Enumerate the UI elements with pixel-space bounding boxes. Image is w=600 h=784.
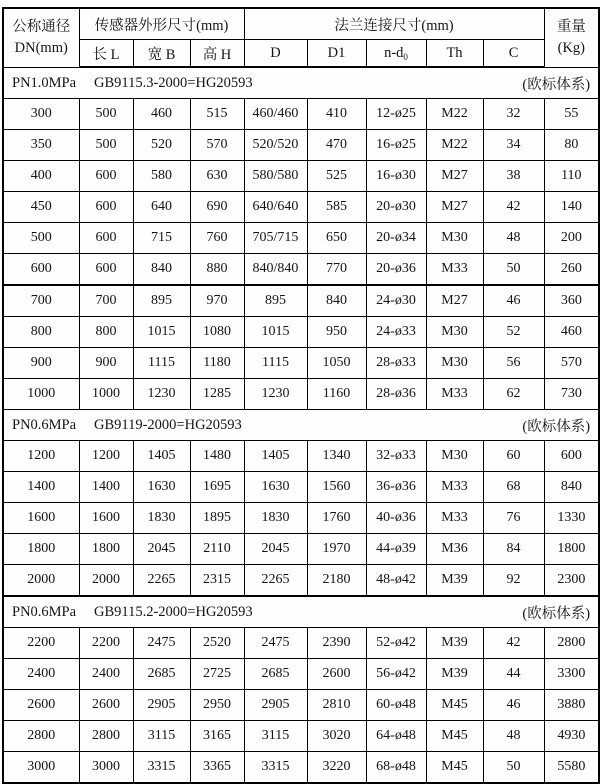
table-cell: 1330 — [544, 503, 599, 534]
table-cell: 705/715 — [244, 223, 307, 254]
column-header-width: 宽 B — [133, 40, 190, 68]
table-cell: M30 — [426, 223, 483, 254]
table-cell: 46 — [483, 690, 544, 721]
table-cell: 1230 — [244, 379, 307, 410]
table-cell: 2725 — [190, 659, 244, 690]
table-cell: 2685 — [133, 659, 190, 690]
table-cell: 3165 — [190, 721, 244, 752]
table-cell: 2800 — [79, 721, 133, 752]
table-cell: 1400 — [3, 472, 79, 503]
table-cell: 16-ø25 — [366, 130, 426, 161]
dimension-table — [2, 7, 600, 784]
column-header-th: Th — [426, 40, 483, 68]
table-cell: 895 — [244, 285, 307, 317]
table-cell: 3000 — [79, 752, 133, 784]
table-cell: 580 — [133, 161, 190, 192]
table-cell: 1970 — [307, 534, 366, 565]
table-cell: 1600 — [3, 503, 79, 534]
table-cell: 515 — [190, 99, 244, 130]
table-row — [3, 348, 599, 379]
table-cell: 2950 — [190, 690, 244, 721]
table-cell: 84 — [483, 534, 544, 565]
table-cell: 2685 — [244, 659, 307, 690]
table-cell: 1800 — [79, 534, 133, 565]
table-cell: 640 — [133, 192, 190, 223]
table-cell: M45 — [426, 690, 483, 721]
table-cell: 500 — [79, 99, 133, 130]
table-cell: 2300 — [544, 565, 599, 597]
table-cell: 55 — [544, 99, 599, 130]
table-cell: 600 — [79, 192, 133, 223]
table-cell: 2045 — [133, 534, 190, 565]
table-cell: 690 — [190, 192, 244, 223]
table-row — [3, 721, 599, 752]
table-cell: 24-ø33 — [366, 317, 426, 348]
table-cell: 2400 — [3, 659, 79, 690]
table-cell: 42 — [483, 192, 544, 223]
table-cell: 28-ø36 — [366, 379, 426, 410]
table-cell: 36-ø36 — [366, 472, 426, 503]
table-cell: 62 — [483, 379, 544, 410]
table-cell: M27 — [426, 161, 483, 192]
table-cell: 840 — [544, 472, 599, 503]
table-cell: 1115 — [244, 348, 307, 379]
table-cell: 200 — [544, 223, 599, 254]
table-cell: 24-ø30 — [366, 285, 426, 317]
table-cell: M33 — [426, 472, 483, 503]
table-cell: 840/840 — [244, 254, 307, 286]
table-cell: 900 — [79, 348, 133, 379]
table-cell: 525 — [307, 161, 366, 192]
table-cell: 2390 — [307, 628, 366, 659]
table-cell: M39 — [426, 565, 483, 597]
table-cell: 600 — [544, 441, 599, 472]
table-cell: 48 — [483, 721, 544, 752]
table-cell: 3220 — [307, 752, 366, 784]
column-header-weight — [544, 8, 599, 67]
table-cell: M27 — [426, 285, 483, 317]
table-cell: 64-ø48 — [366, 721, 426, 752]
table-cell: 44-ø39 — [366, 534, 426, 565]
table-cell: 2520 — [190, 628, 244, 659]
table-cell: 1760 — [307, 503, 366, 534]
table-cell: 2000 — [3, 565, 79, 597]
table-cell: 460 — [133, 99, 190, 130]
table-cell: 2905 — [244, 690, 307, 721]
table-row — [3, 130, 599, 161]
table-cell: 800 — [3, 317, 79, 348]
standard-system-note: (欧标体系) — [522, 605, 591, 622]
table-cell: M33 — [426, 254, 483, 286]
table-row — [3, 659, 599, 690]
table-cell: 880 — [190, 254, 244, 286]
table-cell: 900 — [3, 348, 79, 379]
column-header-length: 长 L — [79, 40, 133, 68]
table-cell: 1600 — [79, 503, 133, 534]
table-cell: 68-ø48 — [366, 752, 426, 784]
table-row — [3, 379, 599, 410]
table-cell: 3020 — [307, 721, 366, 752]
table-cell: 110 — [544, 161, 599, 192]
pressure-rating-label: PN0.6MPa — [12, 416, 77, 433]
table-cell: 800 — [79, 317, 133, 348]
standard-code-label: GB9119-2000=HG20593 — [94, 416, 242, 433]
table-cell: 1400 — [79, 472, 133, 503]
table-cell: 50 — [483, 752, 544, 784]
table-cell: M30 — [426, 317, 483, 348]
table-cell: 470 — [307, 130, 366, 161]
table-cell: 840 — [133, 254, 190, 286]
table-cell: 360 — [544, 285, 599, 317]
table-cell: 1695 — [190, 472, 244, 503]
table-cell: M27 — [426, 192, 483, 223]
table-row — [3, 254, 599, 286]
table-cell: 1340 — [307, 441, 366, 472]
table-cell: M30 — [426, 441, 483, 472]
column-header-d1: D1 — [307, 40, 366, 68]
table-cell: 700 — [3, 285, 79, 317]
table-row — [3, 565, 599, 597]
table-row — [3, 317, 599, 348]
table-cell: 2000 — [79, 565, 133, 597]
table-body — [3, 67, 599, 783]
table-cell: 2810 — [307, 690, 366, 721]
table-cell: 570 — [190, 130, 244, 161]
table-cell: 2475 — [244, 628, 307, 659]
table-cell: 520/520 — [244, 130, 307, 161]
table-cell: 12-ø25 — [366, 99, 426, 130]
header-row-groups — [3, 8, 599, 40]
table-row — [3, 192, 599, 223]
table-cell: 2180 — [307, 565, 366, 597]
table-cell: 770 — [307, 254, 366, 286]
table-cell: 4930 — [544, 721, 599, 752]
table-cell: 1405 — [244, 441, 307, 472]
table-cell: 52-ø42 — [366, 628, 426, 659]
table-row — [3, 223, 599, 254]
table-cell: 80 — [544, 130, 599, 161]
table-cell: 410 — [307, 99, 366, 130]
table-cell: 400 — [3, 161, 79, 192]
table-cell: M45 — [426, 752, 483, 784]
table-cell: 2200 — [79, 628, 133, 659]
table-cell: 56-ø42 — [366, 659, 426, 690]
table-cell: 1405 — [133, 441, 190, 472]
table-cell: 350 — [3, 130, 79, 161]
section-header-cell — [3, 596, 599, 628]
table-row — [3, 472, 599, 503]
table-cell: 2475 — [133, 628, 190, 659]
table-cell: 20-ø36 — [366, 254, 426, 286]
table-cell: 38 — [483, 161, 544, 192]
standard-code-label: GB9115.2-2000=HG20593 — [94, 603, 253, 620]
column-header-nd0: $n-d_0$ — [366, 40, 426, 68]
table-cell: 650 — [307, 223, 366, 254]
table-cell: 1800 — [3, 534, 79, 565]
table-row — [3, 285, 599, 317]
table-cell: 3365 — [190, 752, 244, 784]
table-cell: 970 — [190, 285, 244, 317]
table-cell: 1830 — [133, 503, 190, 534]
table-cell: 34 — [483, 130, 544, 161]
table-cell: M30 — [426, 348, 483, 379]
table-cell: 1480 — [190, 441, 244, 472]
table-cell: 3315 — [133, 752, 190, 784]
table-cell: 730 — [544, 379, 599, 410]
table-cell: 3880 — [544, 690, 599, 721]
table-cell: M39 — [426, 659, 483, 690]
table-cell: 1115 — [133, 348, 190, 379]
table-cell: 600 — [79, 161, 133, 192]
table-cell: 44 — [483, 659, 544, 690]
table-cell: 20-ø30 — [366, 192, 426, 223]
table-cell: M22 — [426, 130, 483, 161]
table-cell: 1630 — [244, 472, 307, 503]
table-cell: 895 — [133, 285, 190, 317]
table-cell: 40-ø36 — [366, 503, 426, 534]
table-cell: 580/580 — [244, 161, 307, 192]
table-cell: 950 — [307, 317, 366, 348]
table-cell: 76 — [483, 503, 544, 534]
table-cell: 1830 — [244, 503, 307, 534]
table-cell: 50 — [483, 254, 544, 286]
table-row — [3, 161, 599, 192]
table-cell: 1015 — [244, 317, 307, 348]
pressure-rating-label: PN0.6MPa — [12, 603, 77, 620]
table-cell: 2045 — [244, 534, 307, 565]
table-cell: 600 — [79, 223, 133, 254]
table-cell: 585 — [307, 192, 366, 223]
table-cell: 3115 — [244, 721, 307, 752]
table-cell: 1180 — [190, 348, 244, 379]
section-header-row — [3, 410, 599, 441]
table-row — [3, 690, 599, 721]
table-cell: 1200 — [3, 441, 79, 472]
table-cell: 1000 — [3, 379, 79, 410]
table-cell: 840 — [307, 285, 366, 317]
table-row — [3, 628, 599, 659]
table-cell: 1015 — [133, 317, 190, 348]
table-cell: 2315 — [190, 565, 244, 597]
table-cell: 460 — [544, 317, 599, 348]
table-cell: 60 — [483, 441, 544, 472]
table-cell: 2265 — [244, 565, 307, 597]
table-cell: 140 — [544, 192, 599, 223]
table-cell: 32-ø33 — [366, 441, 426, 472]
table-cell: 3300 — [544, 659, 599, 690]
header-row-subcolumns — [3, 40, 599, 68]
table-cell: 48 — [483, 223, 544, 254]
column-header-c: C — [483, 40, 544, 68]
table-cell: 520 — [133, 130, 190, 161]
table-cell: 2400 — [79, 659, 133, 690]
table-cell: 1160 — [307, 379, 366, 410]
table-cell: 2110 — [190, 534, 244, 565]
column-header-d: D — [244, 40, 307, 68]
table-cell: 600 — [79, 254, 133, 286]
table-cell: 640/640 — [244, 192, 307, 223]
table-cell: 1630 — [133, 472, 190, 503]
table-cell: 1285 — [190, 379, 244, 410]
table-cell: 28-ø33 — [366, 348, 426, 379]
table-cell: 2800 — [3, 721, 79, 752]
table-cell: 1895 — [190, 503, 244, 534]
standard-system-note: (欧标体系) — [522, 418, 591, 435]
table-cell: 1000 — [79, 379, 133, 410]
table-cell: 570 — [544, 348, 599, 379]
table-cell: 46 — [483, 285, 544, 317]
column-group-sensor-dimensions: 传感器外形尺寸(mm) — [79, 8, 244, 40]
table-cell: 2600 — [79, 690, 133, 721]
table-cell: 260 — [544, 254, 599, 286]
table-cell: 300 — [3, 99, 79, 130]
table-cell: M22 — [426, 99, 483, 130]
table-cell: 2600 — [307, 659, 366, 690]
table-cell: 16-ø30 — [366, 161, 426, 192]
table-row — [3, 752, 599, 784]
table-cell: 2200 — [3, 628, 79, 659]
table-cell: 2905 — [133, 690, 190, 721]
table-cell: 1080 — [190, 317, 244, 348]
table-row — [3, 99, 599, 130]
table-cell: 715 — [133, 223, 190, 254]
table-cell: M36 — [426, 534, 483, 565]
table-cell: 2600 — [3, 690, 79, 721]
table-cell: M33 — [426, 503, 483, 534]
table-cell: 2800 — [544, 628, 599, 659]
table-cell: 20-ø34 — [366, 223, 426, 254]
section-header-cell — [3, 410, 599, 441]
table-cell: 3000 — [3, 752, 79, 784]
table-header — [3, 8, 599, 67]
weight-header-line1: 重量 — [556, 18, 586, 35]
table-cell: 1200 — [79, 441, 133, 472]
table-cell: 3115 — [133, 721, 190, 752]
dn-header-line1: 公称通径 — [12, 18, 71, 35]
table-cell: 460/460 — [244, 99, 307, 130]
column-group-flange-dimensions: 法兰连接尺寸(mm) — [244, 8, 544, 40]
section-header-row — [3, 596, 599, 628]
table-cell: 500 — [79, 130, 133, 161]
standard-code-label: GB9115.3-2000=HG20593 — [94, 74, 253, 91]
table-row — [3, 441, 599, 472]
table-cell: 2265 — [133, 565, 190, 597]
standard-system-note: (欧标体系) — [522, 76, 591, 93]
table-cell: 5580 — [544, 752, 599, 784]
nd0-subscript: 0 — [403, 51, 408, 62]
pressure-rating-label: PN1.0MPa — [12, 74, 77, 91]
table-cell: M33 — [426, 379, 483, 410]
table-cell: 52 — [483, 317, 544, 348]
table-cell: 1050 — [307, 348, 366, 379]
column-header-dn — [3, 8, 79, 67]
weight-header-line2: (Kg) — [557, 39, 585, 56]
table-cell: 760 — [190, 223, 244, 254]
table-row — [3, 534, 599, 565]
table-cell: M39 — [426, 628, 483, 659]
table-cell: 56 — [483, 348, 544, 379]
table-cell: 630 — [190, 161, 244, 192]
table-cell: 1800 — [544, 534, 599, 565]
section-header-cell — [3, 67, 599, 99]
table-cell: 3315 — [244, 752, 307, 784]
table-cell: 500 — [3, 223, 79, 254]
table-cell: 60-ø48 — [366, 690, 426, 721]
table-cell: 48-ø42 — [366, 565, 426, 597]
table-cell: 32 — [483, 99, 544, 130]
table-cell: 600 — [3, 254, 79, 286]
column-header-height: 高 H — [190, 40, 244, 68]
section-header-row — [3, 67, 599, 99]
dn-header-line2: DN(mm) — [14, 39, 68, 56]
table-cell: 700 — [79, 285, 133, 317]
table-cell: 450 — [3, 192, 79, 223]
table-cell: 42 — [483, 628, 544, 659]
table-cell: 92 — [483, 565, 544, 597]
table-cell: 68 — [483, 472, 544, 503]
table-row — [3, 503, 599, 534]
table-cell: 1560 — [307, 472, 366, 503]
table-cell: M45 — [426, 721, 483, 752]
table-cell: 1230 — [133, 379, 190, 410]
